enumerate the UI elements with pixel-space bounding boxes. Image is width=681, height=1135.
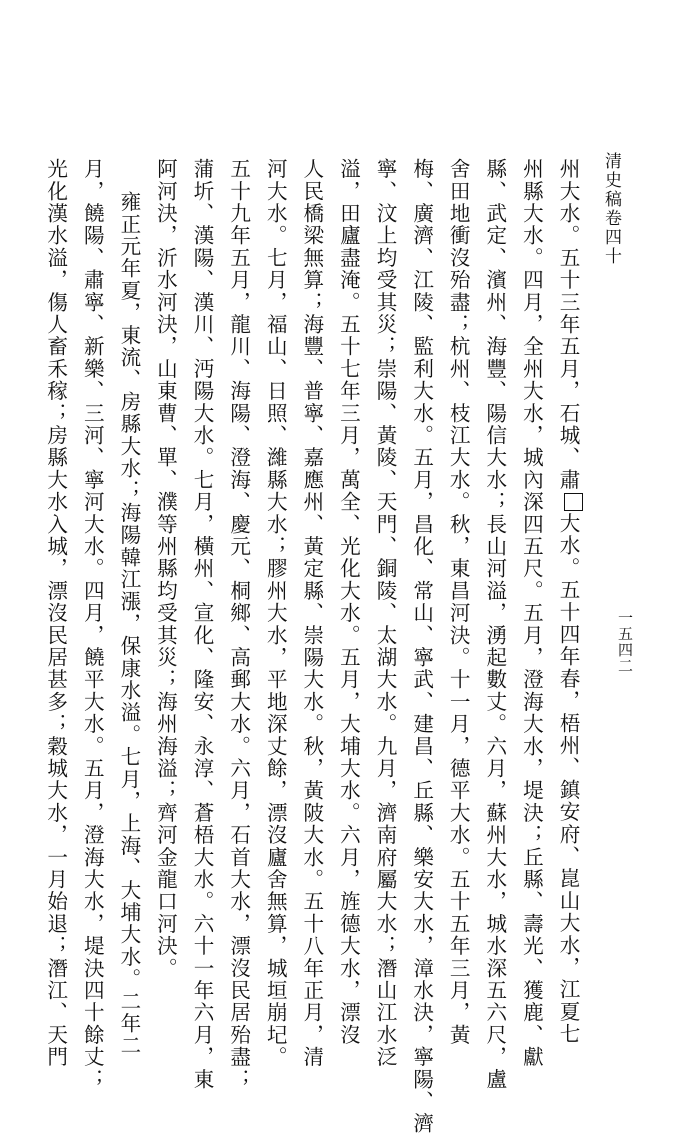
text-column: 人民橋梁無算；海豐、普寧、嘉應州、黃定縣、崇陽大水。秋，黃陂大水。五十八年正月，清 [299,158,324,1069]
text-column: 溢，田廬盡淹。五十七年三月，萬全、光化大水。五月，大埔大水。六月，旌德大水，漂沒 [336,158,361,1046]
text-column: 阿河決，沂水河決，山東曹、單、濮等州縣均受其災；海州海溢；齊河金龍口河決。 [153,158,178,980]
chapter-header: 清史稿卷四十 [601,152,621,266]
page-number: 一五四二 [616,610,634,674]
text-column: 光化漢水溢，傷人畜禾稼；房縣大水入城，漂沒民居甚多；穀城大水，一月始退；潛江、天門 [43,158,68,1069]
missing-character-box [564,493,582,511]
text-column: 梅、廣濟、江陵、監利大水。五月，昌化、常山、寧武、建昌、丘縣、樂安大水，漳水決，寧陽、濟 [409,158,434,1135]
text-column: 五十九年五月，龍川、海陽、澄海、慶元、桐鄉、高郵大水。六月，石首大水，漂沒民居殆盡； [226,158,251,1091]
text-column: 縣、武定、濱州、海豐、陽信大水；長山河溢，湧起數丈。六月，蘇州大水，城水深五六尺，盧 [482,158,507,1091]
body-text [43,158,586,1135]
text-column: 河大水。七月，福山、日照、濰縣大水；膠州大水，平地深丈餘，漂沒廬舍無算，城垣崩圮。 [263,158,288,1069]
text-column: 州大水。五十三年五月，石城、肅大水。五十四年春，梧州、鎮安府、崑山大水，江夏七 [549,158,586,938]
text-column-paragraph-start: 雍正元年夏，東流、房縣大水；海陽韓江漲，保康水溢。七月，上海、大埔大水。二年二 [116,190,141,1057]
text-column: 州縣大水。四月，全州大水，城內深四五尺。五月，澄海大水，堤決；丘縣、壽光、獲鹿、獻 [519,158,544,1069]
text-column: 舍田地衝沒殆盡；杭州、枝江大水。秋，東昌河決。十一月，德平大水。五十五年三月，黃 [446,158,471,1046]
text-column: 蒲圻、漢陽、漢川、沔陽大水。七月，橫州、宣化、隆安、永淳、蒼梧大水。六十一年六月，東 [190,158,215,1091]
text-column: 月，饒陽、肅寧、新樂、三河、寧河大水。四月，饒平大水。五月，澄海大水，堤決四十餘丈； [80,158,105,1091]
text-column: 寧、汶上均受其災；崇陽、黃陵、天門、銅陵、太湖大水。九月，濟南府屬大水；潛山江水泛 [373,158,398,1069]
